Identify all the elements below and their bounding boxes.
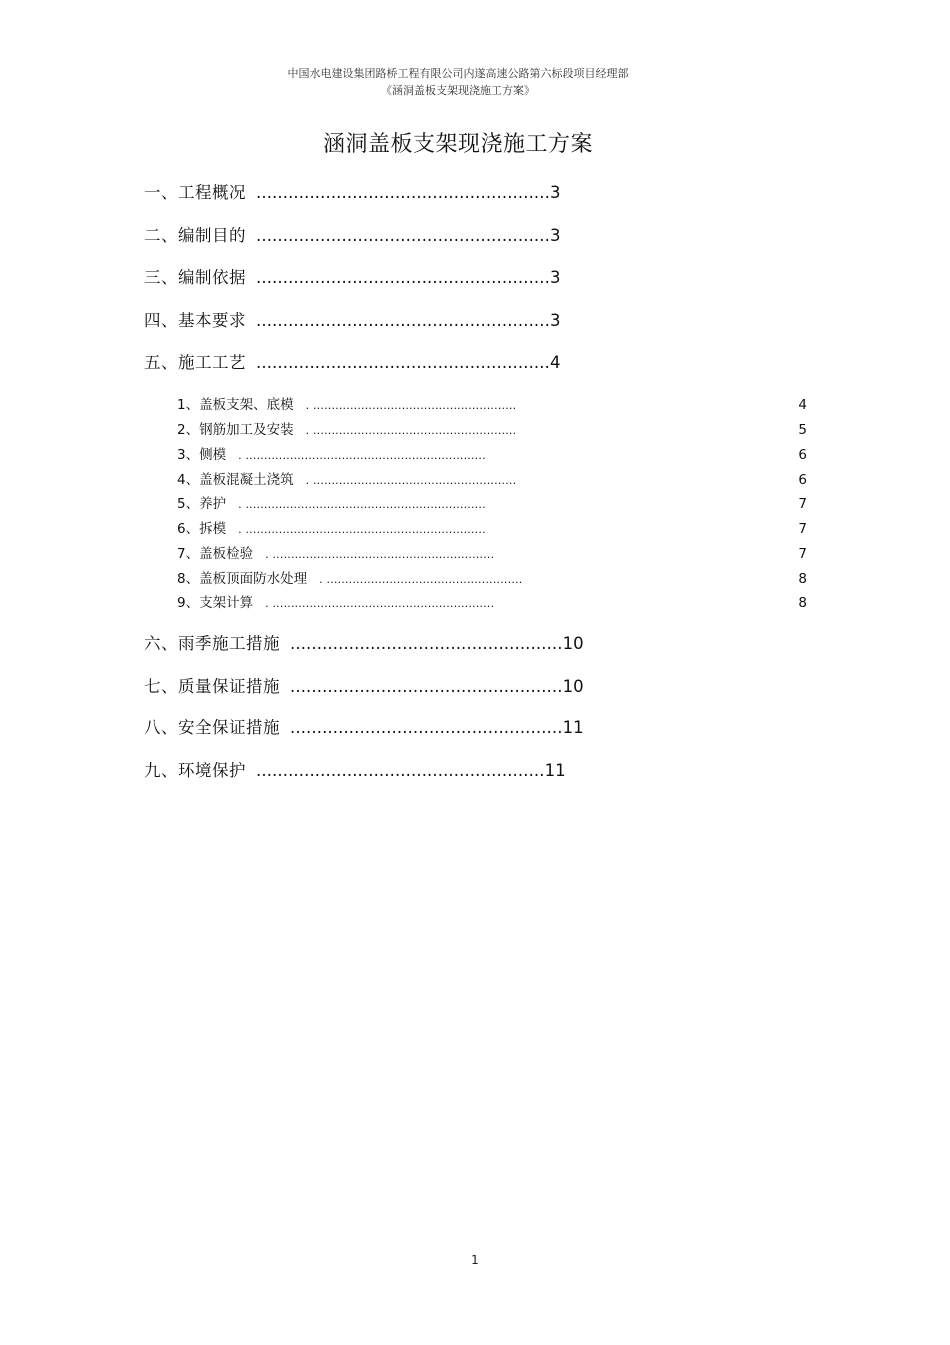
toc-entry[interactable] — [144, 634, 584, 654]
toc-page-number: 6 — [798, 447, 807, 463]
toc-entry[interactable] — [144, 718, 584, 738]
toc-entry-label: 五、施工工艺 — [144, 353, 246, 372]
toc-leader-dots: ....................................................... — [256, 183, 550, 202]
toc-leader-dots: . ....................................................... — [305, 399, 517, 412]
toc-entry-label: 九、环境保护 — [144, 761, 246, 780]
toc-entry[interactable] — [144, 677, 584, 697]
toc-entry-label: 三、编制依据 — [144, 268, 246, 287]
toc-leader-dots: . ................................................................. — [238, 498, 486, 511]
toc-subentry-label: 4、盖板混凝土浇筑 — [177, 472, 294, 488]
toc-page-number: 3 — [549, 268, 561, 287]
toc-page-number: 6 — [798, 472, 807, 488]
toc-leader-dots: . ............................................................ — [265, 548, 495, 561]
toc-subentry[interactable] — [177, 594, 807, 613]
toc-leader-dots: . ............................................................ — [265, 597, 495, 610]
toc-page-number: 7 — [798, 521, 807, 537]
toc-subentry-label: 7、盖板检验 — [177, 546, 254, 562]
toc-entry-label: 四、基本要求 — [144, 311, 246, 330]
toc-subentry[interactable] — [177, 396, 807, 415]
toc-page-number: 10 — [562, 634, 584, 653]
document-title: 涵洞盖板支架现浇施工方案 — [322, 132, 593, 157]
toc-leader-dots: . ....................................................... — [305, 424, 517, 437]
toc-page-number: 7 — [798, 546, 807, 562]
toc-leader-dots: ................................................... — [290, 677, 563, 696]
toc-entry[interactable] — [144, 268, 560, 288]
toc-page-number: 8 — [798, 595, 807, 611]
toc-leader-dots: ....................................................... — [256, 226, 550, 245]
toc-subentry[interactable] — [177, 545, 807, 564]
toc-leader-dots: ................................................... — [290, 718, 563, 737]
toc-entry-label: 二、编制目的 — [144, 226, 246, 245]
header-document-name: 《涵洞盖板支架现浇施工方案》 — [381, 84, 535, 97]
toc-subentry[interactable] — [177, 520, 807, 539]
toc-page-number: 10 — [562, 677, 584, 696]
toc-leader-dots: ...................................................... — [256, 761, 545, 780]
toc-entry[interactable] — [144, 311, 560, 331]
toc-subentry[interactable] — [177, 471, 807, 490]
page-number: 1 — [471, 1253, 479, 1267]
toc-leader-dots: . ..................................................... — [319, 573, 523, 586]
toc-subentry-label: 8、盖板顶面防水处理 — [177, 571, 308, 587]
toc-subentry[interactable] — [177, 495, 807, 514]
toc-subentry[interactable] — [177, 570, 807, 589]
toc-subentry-label: 2、钢筋加工及安装 — [177, 422, 294, 438]
toc-entry-label: 六、雨季施工措施 — [144, 634, 280, 653]
toc-leader-dots: . ....................................................... — [305, 474, 517, 487]
toc-page-number: 11 — [562, 718, 584, 737]
toc-subentry[interactable] — [177, 446, 807, 465]
toc-page-number: 3 — [549, 183, 561, 202]
toc-page-number: 11 — [544, 761, 566, 780]
toc-entry-label: 一、工程概况 — [144, 183, 246, 202]
toc-page-number: 7 — [798, 496, 807, 512]
toc-subentry-label: 5、养护 — [177, 496, 227, 512]
toc-leader-dots: ................................................... — [290, 634, 563, 653]
toc-entry-label: 八、安全保证措施 — [144, 718, 280, 737]
toc-leader-dots: . ................................................................. — [238, 449, 486, 462]
toc-page-number: 4 — [549, 353, 561, 372]
toc-entry-label: 七、质量保证措施 — [144, 677, 280, 696]
toc-page-number: 5 — [798, 422, 807, 438]
toc-leader-dots: ....................................................... — [256, 268, 550, 287]
toc-entry[interactable] — [144, 353, 560, 373]
toc-subentry-label: 1、盖板支架、底模 — [177, 397, 294, 413]
header-organization: 中国水电建设集团路桥工程有限公司内遂高速公路第六标段项目经理部 — [287, 67, 629, 80]
toc-page-number: 3 — [549, 311, 561, 330]
toc-subentry-label: 6、拆模 — [177, 521, 227, 537]
toc-subentry-label: 3、侧模 — [177, 447, 227, 463]
toc-subentry-label: 9、支架计算 — [177, 595, 254, 611]
toc-page-number: 3 — [549, 226, 561, 245]
toc-leader-dots: ....................................................... — [256, 353, 550, 372]
toc-leader-dots: . ................................................................. — [238, 523, 486, 536]
toc-leader-dots: ....................................................... — [256, 311, 550, 330]
toc-page-number: 4 — [798, 397, 807, 413]
toc-page-number: 8 — [798, 571, 807, 587]
toc-entry[interactable] — [144, 226, 560, 246]
toc-entry[interactable] — [144, 761, 566, 781]
toc-subentry[interactable] — [177, 421, 807, 440]
toc-entry[interactable] — [144, 183, 560, 203]
